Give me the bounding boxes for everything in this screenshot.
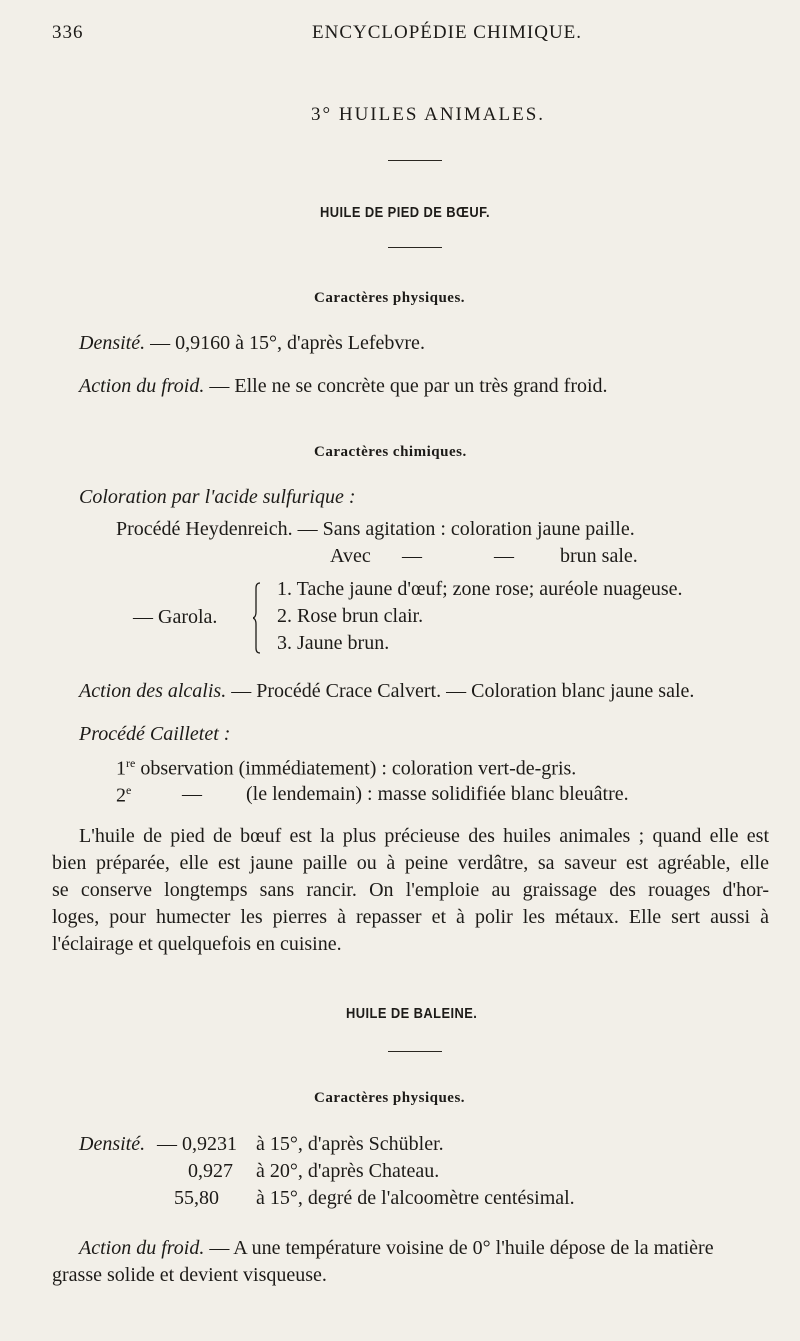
obs2-number: 2 — [116, 784, 126, 807]
divider — [388, 247, 442, 248]
froid-label: Action du froid. — [79, 375, 205, 397]
obs2-dash: — — [182, 783, 202, 805]
paragraph-line: se conserve longtemps sans rancir. On l'emploie au graissage des rouages d'hor- — [52, 879, 769, 901]
obs1-number: 1 — [116, 757, 126, 780]
densite-line — [79, 332, 425, 355]
baleine-froid-text: — A une température voisine de 0° l'huile dépose de la matière — [209, 1237, 714, 1259]
densite-row-2-value: 0,927 — [188, 1160, 233, 1182]
densite-row-3-value: 55,80 — [174, 1187, 219, 1209]
densite-row-2-text: à 20°, d'après Chateau. — [256, 1160, 440, 1182]
baleine-froid-continuation: grasse solide et devient visqueuse. — [52, 1264, 327, 1286]
paragraph-line: bien préparée, elle est jaune paille ou à peine verdâtre, sa saveur est agréable, elle — [52, 852, 769, 874]
observation-1 — [116, 756, 576, 781]
caption-chimiques: Caractères chimiques. — [314, 444, 467, 460]
obs1-text: observation (immédiatement) : coloration vert-de-gris. — [140, 757, 577, 780]
garola-item-2: 2. Rose brun clair. — [277, 605, 424, 627]
section-title: 3° HUILES ANIMALES. — [311, 104, 546, 125]
paragraph-line: L'huile de pied de bœuf est la plus précieuse des huiles animales ; quand elle est — [79, 825, 769, 847]
brace-icon — [253, 582, 261, 654]
divider — [388, 1051, 442, 1052]
obs1-suffix: re — [126, 756, 136, 770]
heydenreich-brun-sale: brun sale. — [560, 545, 638, 567]
heydenreich-dash-2: — — [494, 545, 514, 567]
caption-physiques: Caractères physiques. — [314, 290, 466, 306]
densite-row-1-value: — 0,9231 — [157, 1133, 237, 1155]
densite-text: — 0,9160 à 15°, d'après Lefebvre. — [150, 332, 425, 354]
running-title: ENCYCLOPÉDIE CHIMIQUE. — [312, 22, 583, 43]
garola-item-3: 3. Jaune brun. — [277, 632, 390, 654]
paragraph-line: l'éclairage et quelquefois en cuisine. — [52, 933, 342, 955]
garola-label: — Garola. — [133, 606, 218, 628]
baleine-froid-label: Action du froid. — [79, 1237, 205, 1259]
froid-text: — Elle ne se concrète que par un très grand froid. — [209, 375, 608, 397]
heydenreich-dash-1: — — [402, 545, 422, 567]
baleine-densite-label: Densité. — [79, 1133, 146, 1155]
densite-row-1-text: à 15°, d'après Schübler. — [256, 1133, 444, 1155]
obs2-suffix: e — [126, 783, 132, 797]
baleine-froid-line — [79, 1237, 714, 1260]
observation-2-number — [116, 783, 131, 808]
cailletet-label: Procédé Cailletet : — [79, 723, 231, 745]
alcalis-text: — Procédé Crace Calvert. — Coloration blanc jaune sale. — [231, 680, 695, 702]
obs2-text: (le lendemain) : masse solidifiée blanc bleuâtre. — [246, 783, 629, 805]
heydenreich-line-1: Procédé Heydenreich. — Sans agitation : coloration jaune paille. — [116, 518, 635, 540]
page-number: 336 — [52, 22, 84, 43]
heydenreich-avec: Avec — [330, 545, 371, 567]
alcalis-line — [79, 680, 694, 703]
densite-label: Densité. — [79, 332, 146, 354]
heading-pied-de-boeuf: HUILE DE PIED DE BŒUF. — [320, 204, 491, 221]
divider — [388, 160, 442, 161]
heading-baleine: HUILE DE BALEINE. — [346, 1005, 478, 1022]
caption-baleine-physiques: Caractères physiques. — [314, 1090, 466, 1106]
garola-item-1: 1. Tache jaune d'œuf; zone rose; auréole nuageuse. — [277, 578, 683, 600]
alcalis-label: Action des alcalis. — [79, 680, 227, 702]
coloration-label: Coloration par l'acide sulfurique : — [79, 486, 356, 508]
densite-row-3-text: à 15°, degré de l'alcoomètre centésimal. — [256, 1187, 575, 1209]
paragraph-line: loges, pour humecter les pierres à repasser et à polir les métaux. Elle sert aussi à — [52, 906, 769, 928]
froid-line — [79, 375, 608, 398]
